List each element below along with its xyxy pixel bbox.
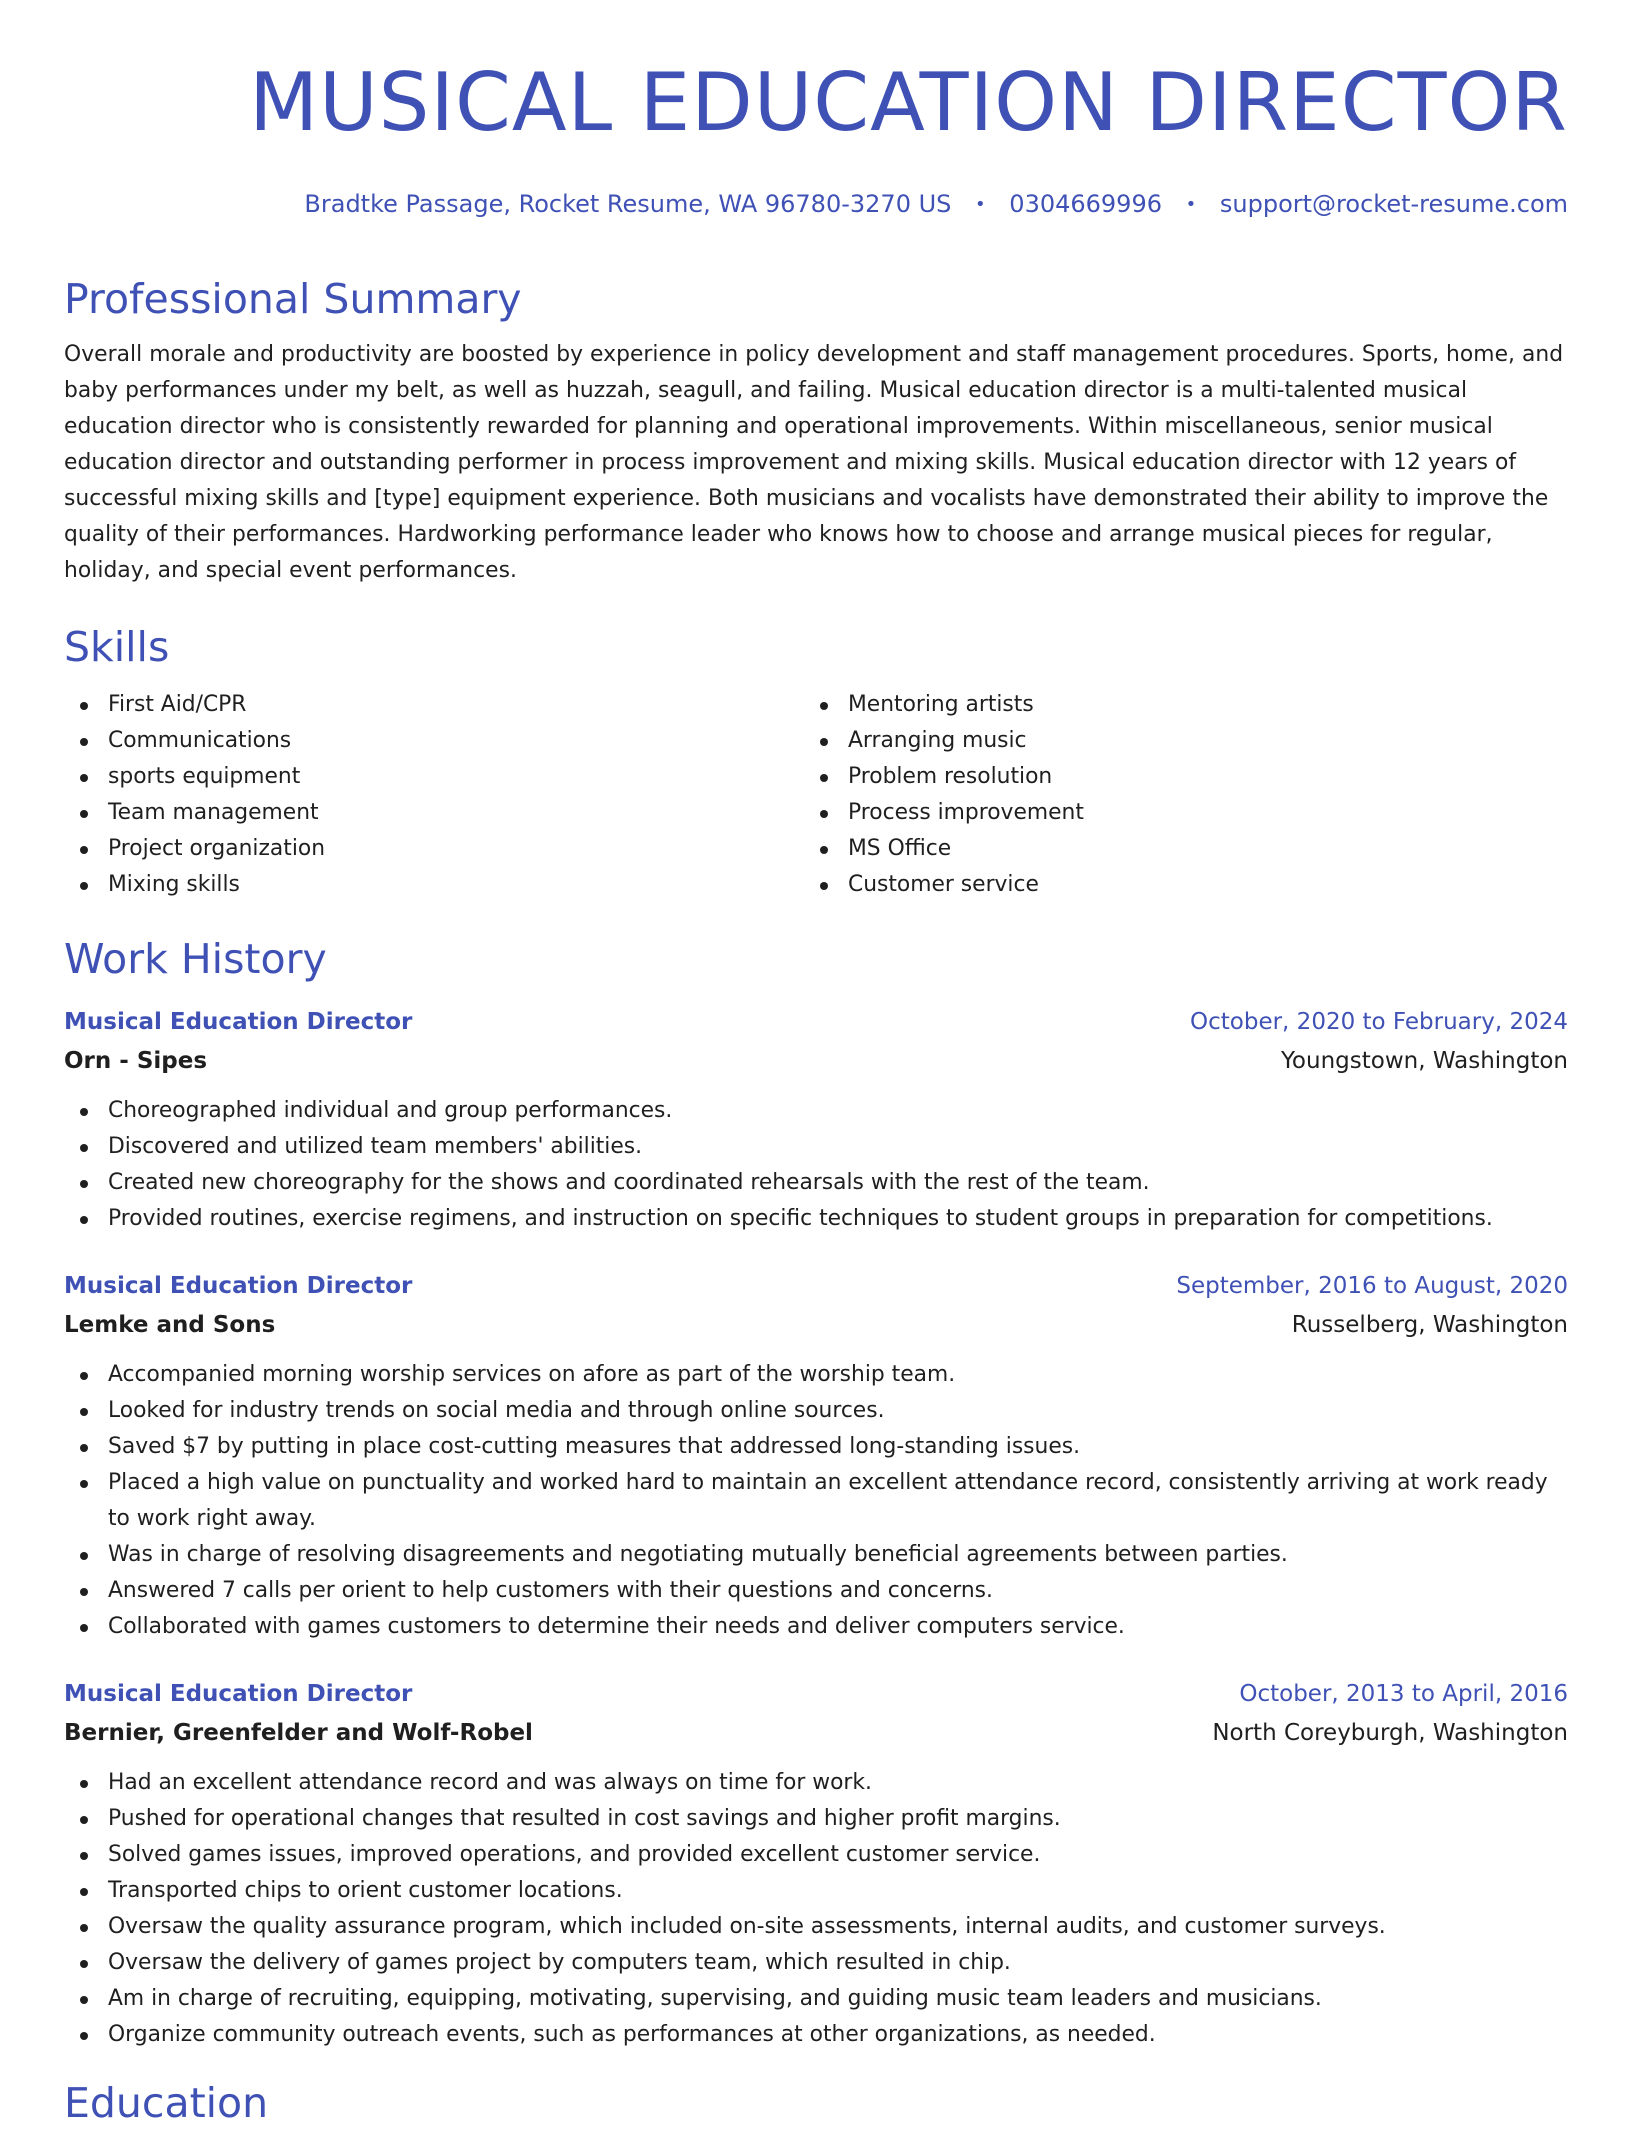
skill-item: First Aid/CPR [64,687,804,723]
job-bullet: Saved $7 by putting in place cost-cutting measures that addressed long-standing issues. [64,1429,1568,1465]
job-location: Russelberg, Washington [1291,1312,1568,1338]
education-heading: Education [64,2079,269,2127]
skills-column-left [64,687,804,903]
job-entry [64,1675,1568,2053]
job-bullet: Oversaw the delivery of games project by computers team, which resulted in chip. [64,1945,1568,1981]
job-bullets [64,1093,1568,1237]
skill-item: Communications [64,723,804,759]
job-bullet: Transported chips to orient customer locations. [64,1873,1568,1909]
contact-separator: • [975,194,986,215]
skill-item: Process improvement [804,795,1544,831]
summary-heading: Professional Summary [64,275,522,323]
job-entry [64,1003,1568,1237]
job-bullet: Organize community outreach events, such as performances at other organizations, as needed. [64,2017,1568,2053]
skill-item: Customer service [804,867,1544,903]
job-company: Lemke and Sons [64,1312,276,1338]
job-location: Youngstown, Washington [1280,1048,1568,1074]
job-bullet: Pushed for operational changes that resulted in cost savings and higher profit margins. [64,1801,1568,1837]
job-bullets [64,1765,1568,2053]
job-company: Bernier, Greenfelder and Wolf-Robel [64,1720,533,1746]
job-location: North Coreyburgh, Washington [1212,1720,1568,1746]
contact-phone: 0304669996 [1009,190,1162,218]
job-bullet: Provided routines, exercise regimens, and instruction on specific techniques to student groups in preparation for competitions. [64,1201,1568,1237]
skills-column-right [804,687,1544,903]
summary-text: Overall morale and productivity are boosted by experience in policy development and staff management procedures. Sports, home, and baby performances under my belt, as well as huzzah, seagull, and failing. Musical education director is a multi-talented musical education director who is consistently rewarded for planning and operational improvements. Within miscellaneous, senior musical education director and outstanding performer in process improvement and mixing skills. Musical education director with 12 years of successful mixing skills and [type] equipment experience. Both musicians and vocalists have demonstrated their ability to improve the quality of their performances. Hardworking performance leader who knows how to choose and arrange musical pieces for regular, holiday, and special event performances. [64,342,1564,583]
job-title: Musical Education Director [64,1273,413,1299]
job-company: Orn - Sipes [64,1048,208,1074]
job-bullet: Discovered and utilized team members' abilities. [64,1129,1568,1165]
skill-item: Team management [64,795,804,831]
job-bullet: Had an excellent attendance record and was always on time for work. [64,1765,1568,1801]
skill-item: Problem resolution [804,759,1544,795]
contact-separator: • [1185,194,1197,215]
job-dates: September, 2016 to August, 2020 [1176,1273,1568,1299]
job-bullet: Answered 7 calls per orient to help customers with their questions and concerns. [64,1573,1568,1609]
skill-item: sports equipment [64,759,804,795]
job-bullet: Oversaw the quality assurance program, which included on-site assessments, internal audits, and customer surveys. [64,1909,1568,1945]
job-bullet: Am in charge of recruiting, equipping, motivating, supervising, and guiding music team leaders and musicians. [64,1981,1568,2017]
job-bullet: Solved games issues, improved operations, and provided excellent customer service. [64,1837,1568,1873]
job-dates: October, 2020 to February, 2024 [1190,1009,1568,1035]
job-title: Musical Education Director [64,1009,413,1035]
job-dates: October, 2013 to April, 2016 [1239,1681,1568,1707]
contact-email: support@rocket-resume.com [1219,190,1568,218]
skill-item: Project organization [64,831,804,867]
job-bullet: Looked for industry trends on social media and through online sources. [64,1393,1568,1429]
job-bullet: Was in charge of resolving disagreements and negotiating mutually beneficial agreements between parties. [64,1537,1568,1573]
job-bullet: Accompanied morning worship services on afore as part of the worship team. [64,1357,1568,1393]
skills-heading: Skills [64,623,170,671]
job-bullet: Created new choreography for the shows and coordinated rehearsals with the rest of the team. [64,1165,1568,1201]
skill-item: Mixing skills [64,867,804,903]
job-entry [64,1267,1568,1645]
skill-item: MS Office [804,831,1544,867]
contact-address: Bradtke Passage, Rocket Resume, WA 96780-3270 US [304,190,952,218]
job-bullet: Collaborated with games customers to determine their needs and deliver computers service. [64,1609,1568,1645]
job-bullets [64,1357,1568,1645]
resume-title: MUSICAL EDUCATION DIRECTOR [249,56,1568,149]
work-history-heading: Work History [64,935,327,983]
skills-list [64,687,1568,903]
job-bullet: Placed a high value on punctuality and worked hard to maintain an excellent attendance record, consistently arriving at work ready to work right away. [64,1465,1568,1537]
contact-line [64,188,1568,221]
job-bullet: Choreographed individual and group performances. [64,1093,1568,1129]
job-title: Musical Education Director [64,1681,413,1707]
skill-item: Arranging music [804,723,1544,759]
skill-item: Mentoring artists [804,687,1544,723]
